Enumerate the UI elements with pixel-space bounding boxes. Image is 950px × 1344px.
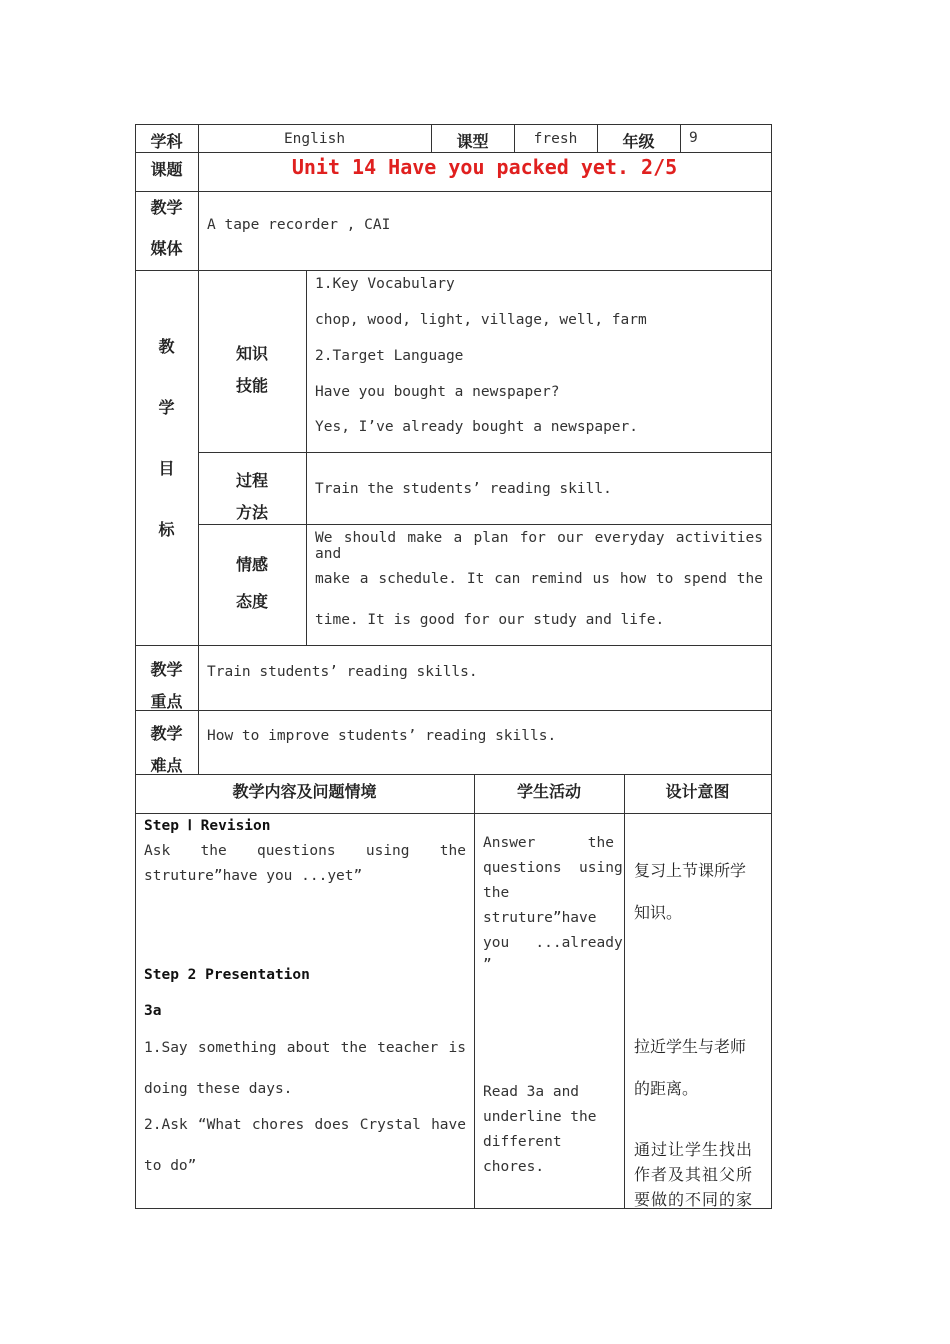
step1-title: Step Ⅰ Revision <box>144 818 271 834</box>
step2-subtitle: 3a <box>144 1003 162 1019</box>
step2-item-line: doing these days. <box>144 1081 293 1097</box>
rule <box>135 813 772 814</box>
step2-item-line: 2.Ask “What chores does Crystal have <box>144 1117 466 1133</box>
activity-line: underline the <box>483 1109 597 1125</box>
key-points-text: Train students’ reading skills. <box>207 664 478 680</box>
rule <box>135 270 772 271</box>
rule <box>198 524 772 525</box>
topic-label: 课题 <box>150 160 183 179</box>
knowledge-line: 2.Target Language <box>315 348 464 364</box>
difficult-points-text: How to improve students’ reading skills. <box>207 728 557 744</box>
grade-label: 年级 <box>622 132 655 151</box>
emotion-label-line1: 情感 <box>235 555 268 574</box>
intent-line: 要做的不同的家 <box>634 1190 754 1209</box>
intent-line: 知识。 <box>634 903 683 922</box>
intent-line: 的距离。 <box>634 1079 699 1098</box>
lesson-type-label: 课型 <box>456 132 489 151</box>
rule <box>198 452 772 453</box>
rule <box>624 774 625 1209</box>
subject-label: 学科 <box>150 132 183 151</box>
step1-line: Ask the questions using the <box>144 843 466 859</box>
column-header-activity: 学生活动 <box>516 782 581 801</box>
process-text: Train the students’ reading skill. <box>315 481 612 497</box>
emotion-line: time. It is good for our study and life. <box>315 612 665 628</box>
activity-line: you ...already <box>483 935 623 951</box>
rule <box>135 645 772 646</box>
process-label-line2: 方法 <box>235 503 268 522</box>
difficult-points-label-line2: 难点 <box>150 756 183 775</box>
rule <box>135 191 772 192</box>
objectives-label-char: 标 <box>158 520 175 539</box>
subject-value: English <box>283 131 346 147</box>
media-label-line2: 媒体 <box>150 239 183 258</box>
activity-line: different <box>483 1134 562 1150</box>
activity-line: ” <box>483 957 492 973</box>
key-points-label-line2: 重点 <box>150 692 183 711</box>
lesson-title: Unit 14 Have you packed yet. 2/5 <box>291 155 678 179</box>
objectives-label-char: 教 <box>158 337 175 356</box>
intent-line: 拉近学生与老师 <box>634 1037 747 1056</box>
step2-item-line: to do” <box>144 1158 197 1174</box>
rule <box>135 774 772 775</box>
rule <box>306 270 307 646</box>
rule <box>771 124 772 1209</box>
knowledge-label-line1: 知识 <box>235 344 268 363</box>
step1-line: struture”have you ...yet” <box>144 868 363 884</box>
emotion-line: We should make a plan for our everyday activities and <box>315 530 763 562</box>
knowledge-line: Have you bought a newspaper? <box>315 384 560 400</box>
rule <box>680 124 681 153</box>
lesson-type-value: fresh <box>533 131 578 147</box>
process-label-line1: 过程 <box>235 471 268 490</box>
knowledge-label-line2: 技能 <box>235 376 268 395</box>
column-header-content: 教学内容及问题情境 <box>232 782 377 801</box>
key-points-label-line1: 教学 <box>150 660 183 679</box>
rule <box>135 710 772 711</box>
emotion-label-line2: 态度 <box>235 592 268 611</box>
activity-line: the <box>483 885 510 901</box>
objectives-label-char: 目 <box>158 459 175 478</box>
knowledge-line: 1.Key Vocabulary <box>315 276 455 292</box>
difficult-points-label-line1: 教学 <box>150 724 183 743</box>
column-header-intent: 设计意图 <box>665 782 730 801</box>
emotion-line: make a schedule. It can remind us how to spend the <box>315 571 763 587</box>
activity-line: chores. <box>483 1159 545 1175</box>
intent-line: 作者及其祖父所 <box>634 1165 754 1184</box>
rule <box>474 774 475 1209</box>
rule <box>135 124 772 125</box>
grade-value: 9 <box>689 130 698 146</box>
media-value: A tape recorder , CAI <box>207 217 391 233</box>
rule <box>135 152 772 153</box>
media-label-line1: 教学 <box>150 198 183 217</box>
intent-line: 通过让学生找出 <box>634 1140 754 1159</box>
objectives-label-char: 学 <box>158 398 175 417</box>
knowledge-line: Yes, I’ve already bought a newspaper. <box>315 419 639 435</box>
knowledge-line: chop, wood, light, village, well, farm <box>315 312 647 328</box>
activity-line: Answer the <box>483 835 614 851</box>
rule <box>198 124 199 775</box>
activity-line: struture”have <box>483 910 597 926</box>
step2-item-line: 1.Say something about the teacher is <box>144 1040 466 1056</box>
activity-line: Read 3a and <box>483 1084 580 1100</box>
step2-title: Step 2 Presentation <box>144 967 310 983</box>
intent-line: 复习上节课所学 <box>634 861 747 880</box>
activity-line: questions using <box>483 860 623 876</box>
